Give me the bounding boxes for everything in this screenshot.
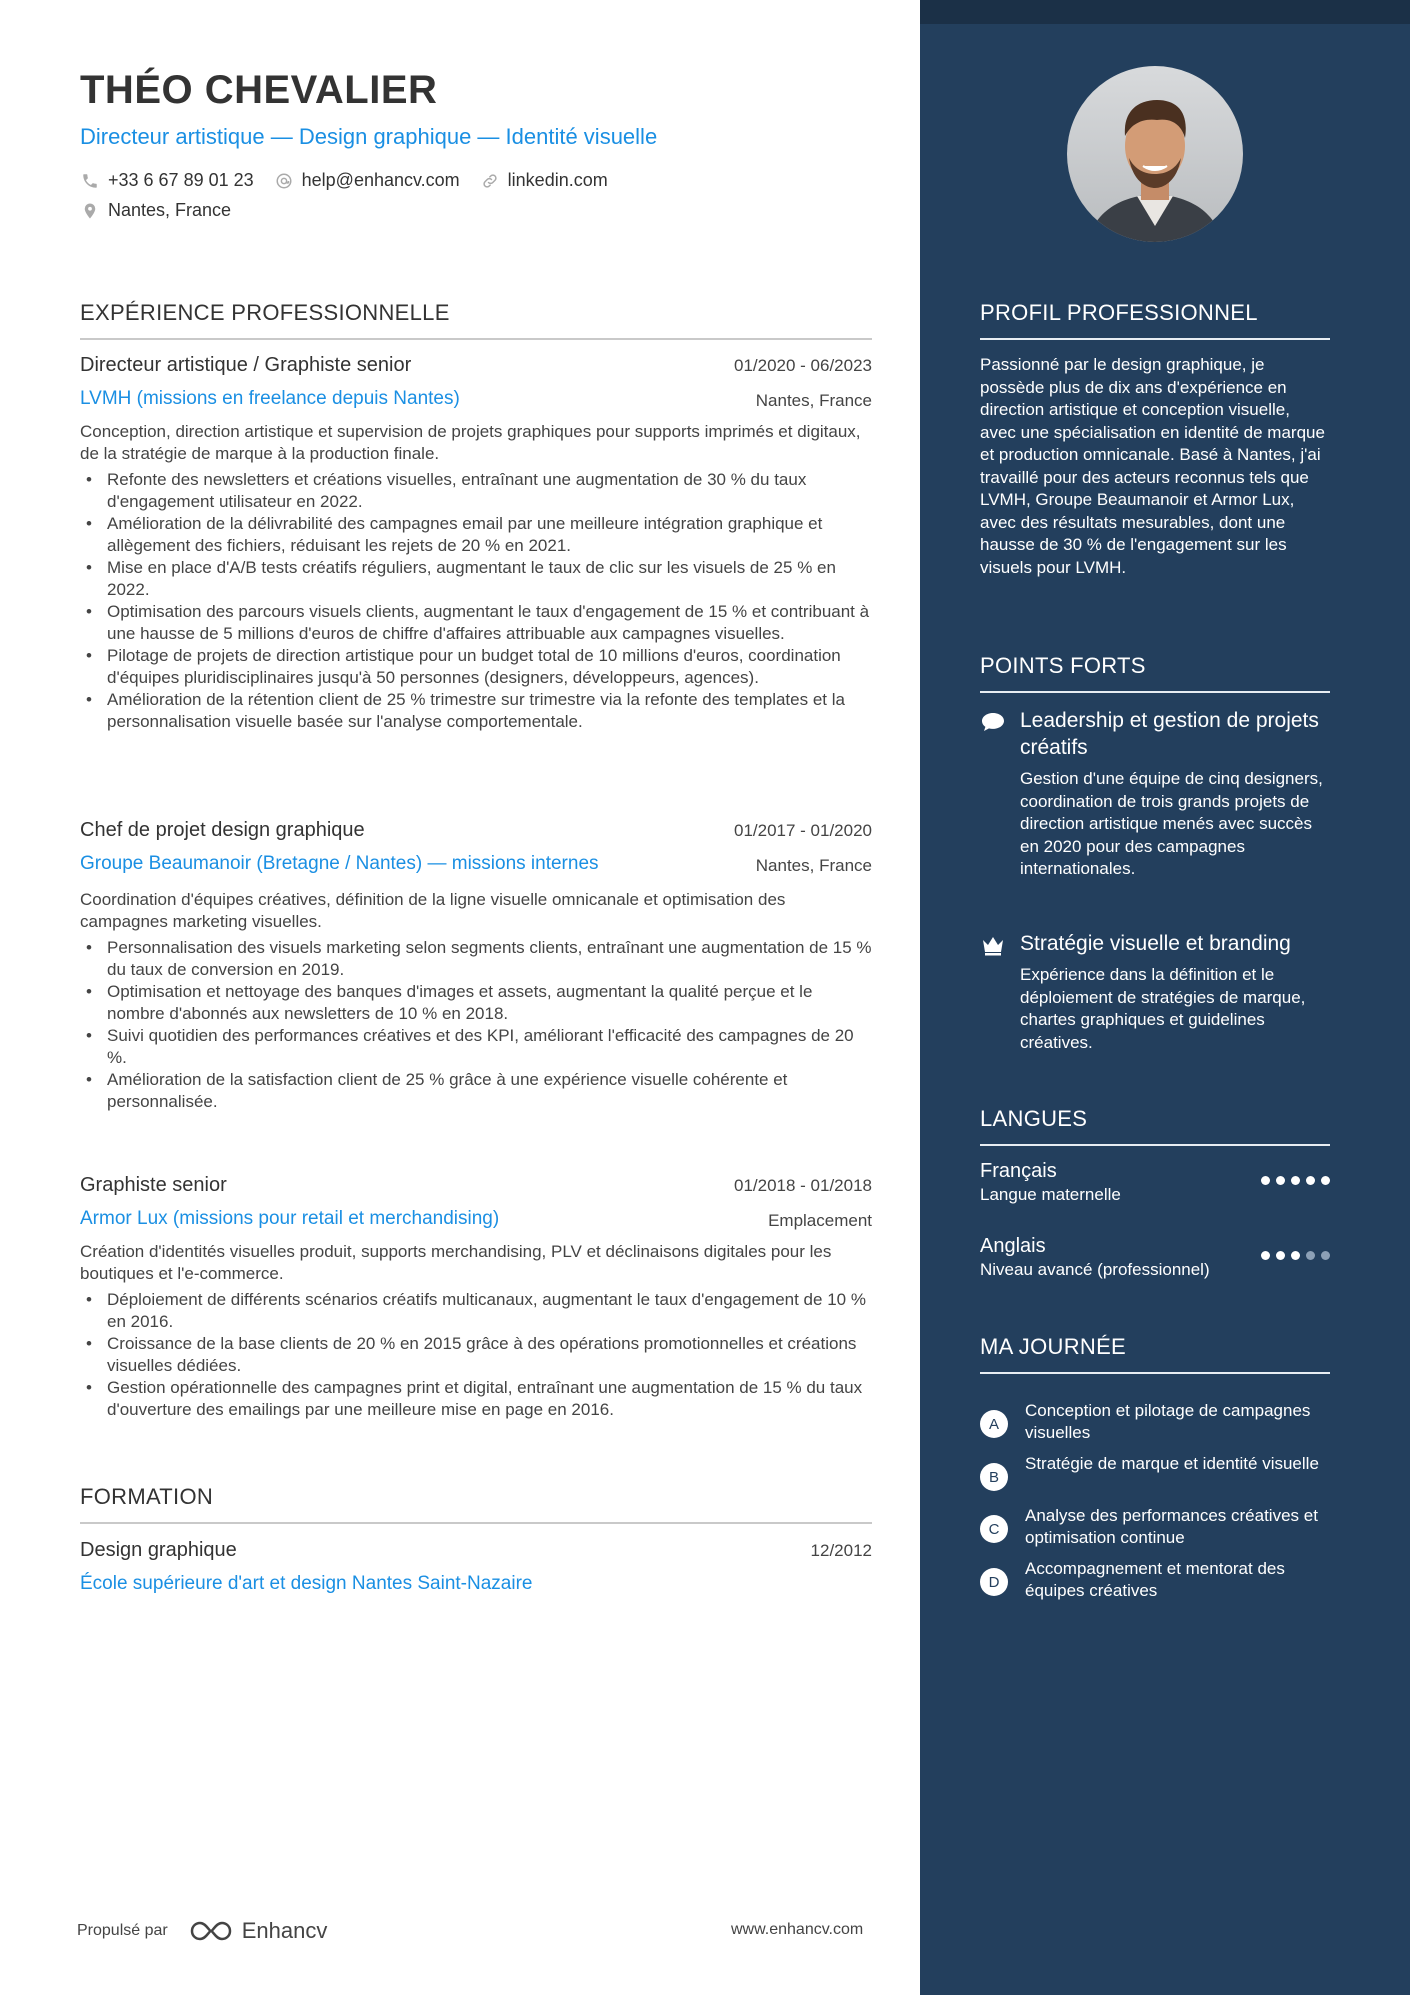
job-dates: 01/2017 - 01/2020 [733,821,872,840]
education-date: 12/2012 [810,1541,872,1560]
job-bullet-list [80,1289,872,1421]
job-company: LVMH (missions en freelance depuis Nantes) [80,388,460,409]
job-bullet: • Amélioration de la délivrabilité des campagnes email par une meilleure intégration graphique et allègement des fichiers, réduisant les rejets de 20 % en 2021. [80,513,872,557]
job-bullet: • Amélioration de la satisfaction client de 25 % grâce à une expérience visuelle cohérente et personnalisée. [80,1069,872,1113]
section-divider [980,338,1330,340]
rating-dot-empty [1306,1251,1315,1260]
job-bullet: • Personnalisation des visuels marketing selon segments clients, entraînant une augmentation de 15 % du taux de conversion en 2019. [80,937,872,981]
powered-by-label: Propulsé par [77,1922,168,1939]
rating-dot-filled [1291,1251,1300,1260]
strength-description: Expérience dans la définition et le déploiement de stratégies de marque, chartes graphiques et guidelines créatives. [1020,965,1306,1052]
day-section-title: MA JOURNÉE [980,1334,1127,1359]
language-rating [1255,1176,1330,1185]
linkedin-text[interactable]: linkedin.com [507,170,608,190]
degree-title: Design graphique [80,1539,237,1561]
contact-email[interactable] [274,170,460,191]
day-text: Accompagnement et mentorat des équipes créatives [1025,1559,1285,1600]
day-badge: B [980,1463,1008,1491]
job-bullet: • Suivi quotidien des performances créatives et des KPI, améliorant l'efficacité des campagnes de 20 %. [80,1025,872,1069]
section-divider [980,691,1330,693]
job-description: Conception, direction artistique et supervision de projets graphiques pour supports imprimés et digitaux, de la stratégie de marque à la production finale. [80,422,861,463]
sidebar-top-band [920,0,1410,24]
job-location: Emplacement [768,1211,872,1230]
day-text: Stratégie de marque et identité visuelle [1025,1454,1319,1473]
languages-section-title: LANGUES [980,1106,1088,1131]
location-pin-icon [80,201,100,221]
email-text[interactable]: help@enhancv.com [301,170,460,190]
language-rating [1255,1251,1330,1260]
education-entry [80,1539,872,1597]
contact-location [80,200,231,221]
education-section-title: FORMATION [80,1484,214,1509]
job-bullet: • Croissance de la base clients de 20 % en 2015 grâce à des opérations promotionnelles et créations visuelles dédiées. [80,1333,872,1377]
contact-phone [80,170,254,191]
job-bullet: • Mise en place d'A/B tests créatifs réguliers, augmentant le taux de clic sur les visuels de 25 % en 2022. [80,557,872,601]
job-bullet: • Déploiement de différents scénarios créatifs multicanaux, augmentant le taux d'engagement de 10 % en 2016. [80,1289,872,1333]
profile-section-title: PROFIL PROFESSIONNEL [980,300,1258,325]
job-location: Nantes, France [755,391,872,410]
job-bullet-list [80,469,872,733]
rating-dot-filled [1276,1251,1285,1260]
language-level: Niveau avancé (professionnel) [980,1260,1210,1279]
strength-title: Leadership et gestion de projets créatifs [1020,709,1319,759]
language-item [980,1160,1330,1205]
rating-dot-filled [1321,1176,1330,1185]
contact-row [80,170,628,191]
link-icon [480,171,500,191]
day-badge: A [980,1410,1008,1438]
day-text: Analyse des performances créatives et optimisation continue [1025,1506,1318,1547]
strength-title: Stratégie visuelle et branding [1020,932,1291,955]
phone-icon [80,171,100,191]
language-name: Français [980,1160,1057,1182]
job-title: Chef de projet design graphique [80,819,365,841]
contact-row-location [80,200,251,221]
speech-bubble-icon [980,711,1006,733]
rating-dot-filled [1291,1176,1300,1185]
job-bullet: • Refonte des newsletters et créations visuelles, entraînant une augmentation de 30 % du taux d'engagement utilisateur en 2022. [80,469,872,513]
rating-dot-filled [1261,1176,1270,1185]
job-dates: 01/2020 - 06/2023 [733,356,872,375]
rating-dot-filled [1276,1176,1285,1185]
at-sign-icon [274,171,294,191]
strengths-section-title: POINTS FORTS [980,653,1146,678]
job-title: Graphiste senior [80,1174,227,1196]
rating-dot-filled [1306,1176,1315,1185]
job-bullet-list [80,937,872,1113]
job-title: Directeur artistique / Graphiste senior [80,354,412,376]
brand-name: Enhancv [241,1918,328,1943]
job-bullet: • Amélioration de la rétention client de 25 % trimestre sur trimestre via la refonte des templates et la personnalisation visuelle basée sur l'analyse comportementale. [80,689,872,733]
section-divider [980,1372,1330,1374]
job-location: Nantes, France [755,856,872,875]
job-company: Armor Lux (missions pour retail et merchandising) [80,1208,500,1229]
language-level: Langue maternelle [980,1185,1121,1204]
job-description: Coordination d'équipes créatives, définition de la ligne visuelle omnicanale et optimisation des campagnes marketing visuelles. [80,890,786,931]
profile-summary: Passionné par le design graphique, je possède plus de dix ans d'expérience en direction artistique et conception visuelle, avec une spécialisation en identité de marque et production omnicanale. Basé à Nantes, j'ai travaillé pour des acteurs reconnus tels que LVMH, Groupe Beaumanoir et Armor Lux, avec des résultats mesurables, dont une hausse de 30 % de l'engagement sur les visuels pour LVMH. [980,355,1325,577]
language-item [980,1235,1330,1280]
location-text: Nantes, France [108,200,232,220]
footer-branding [77,1918,327,1944]
job-bullet: • Optimisation des parcours visuels clients, augmentant le taux d'engagement de 15 % et contribuant à une hausse de 5 millions d'euros de chiffre d'affaires attribuable aux campagnes visuelles. [80,601,872,645]
job-dates: 01/2018 - 01/2018 [733,1176,872,1195]
job-bullet: • Pilotage de projets de direction artistique pour un budget total de 10 millions d'euros, coordination d'équipes pluridisciplinaires jusqu'à 50 personnes (designers, développeurs, agences). [80,645,872,689]
section-divider [80,1522,872,1524]
experience-section-title: EXPÉRIENCE PROFESSIONNELLE [80,300,450,325]
job-bullet: • Gestion opérationnelle des campagnes print et digital, entraînant une augmentation de 15 % du taux d'ouverture des emailings par une meilleure mise en page en 2016. [80,1377,872,1421]
school-name: École supérieure d'art et design Nantes Saint-Nazaire [80,1573,533,1594]
job-description: Création d'identités visuelles produit, supports merchandising, PLV et déclinaisons digitales pour les boutiques et l'e-commerce. [80,1242,832,1283]
footer-website[interactable]: www.enhancv.com [731,1921,864,1938]
language-name: Anglais [980,1235,1046,1257]
sidebar [920,0,1410,1995]
phone-text: +33 6 67 89 01 23 [108,170,254,190]
job-entry [80,819,872,1113]
job-entry [80,354,872,733]
section-divider [80,338,872,340]
strength-description: Gestion d'une équipe de cinq designers, coordination de trois grands projets de direction artistique menés avec succès en 2020 pour des campagnes internationales. [1020,769,1323,878]
job-entry [80,1174,872,1421]
job-company: Groupe Beaumanoir (Bretagne / Nantes) — missions internes [80,853,599,874]
day-text: Conception et pilotage de campagnes visuelles [1025,1401,1311,1442]
section-divider [980,1144,1330,1146]
candidate-name: THÉO CHEVALIER [80,68,438,112]
rating-dot-filled [1261,1251,1270,1260]
job-bullet: • Optimisation et nettoyage des banques d'images et assets, augmentant la qualité perçue et le nombre d'abonnés aux newsletters de 10 % en 2018. [80,981,872,1025]
day-badge: D [980,1568,1008,1596]
enhancv-logo-icon [188,1919,234,1943]
profile-photo [1067,66,1243,242]
day-badge: C [980,1515,1008,1543]
crown-icon [980,934,1006,956]
rating-dot-empty [1321,1251,1330,1260]
headline: Directeur artistique — Design graphique — Identité visuelle [80,124,658,149]
contact-linkedin[interactable] [480,170,608,191]
